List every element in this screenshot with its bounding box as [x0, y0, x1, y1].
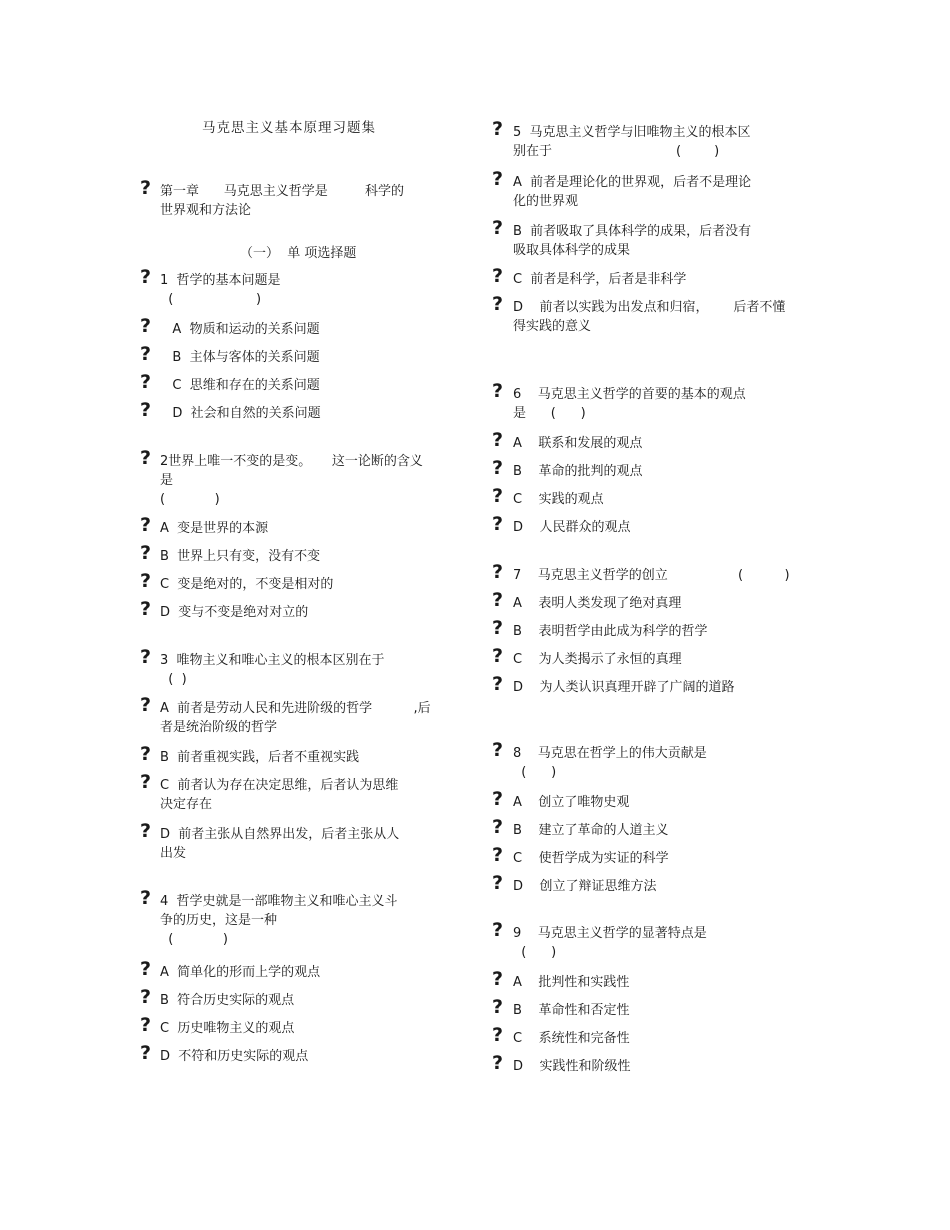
question-text: D 前者以实践为出发点和归宿， 后者不懂 得实践的意义	[513, 300, 786, 334]
question-marker-icon: ?	[140, 177, 152, 199]
question-text: 2世界上唯一不变的是变。 这一论断的含义 是 ( )	[160, 454, 423, 507]
question-marker-icon: ?	[140, 371, 152, 393]
question-text: B 主体与客体的关系问题	[160, 350, 320, 365]
question-marker-icon: ?	[492, 513, 504, 535]
question-text: A 联系和发展的观点	[513, 436, 643, 451]
question-text: A 前者是劳动人民和先进阶级的哲学 ,后 者是统治阶级的哲学	[160, 701, 431, 735]
question-marker-icon: ?	[492, 168, 504, 190]
question-text: B 革命的批判的观点	[513, 464, 643, 479]
question-text: C 历史唯物主义的观点	[160, 1021, 295, 1036]
question-text: 6 马克思主义哲学的首要的基本的观点 是 ( )	[513, 387, 746, 421]
question-marker-icon: ?	[492, 457, 504, 479]
question-marker-icon: ?	[492, 118, 504, 140]
question-marker-icon: ?	[492, 217, 504, 239]
question-marker-icon: ?	[492, 645, 504, 667]
question-marker-icon: ?	[492, 919, 504, 941]
question-marker-icon: ?	[140, 343, 152, 365]
question-marker-icon: ?	[140, 694, 152, 716]
question-marker-icon: ?	[492, 1052, 504, 1074]
question-text: B 世界上只有变，没有不变	[160, 549, 321, 564]
question-text: D 人民群众的观点	[513, 520, 631, 535]
question-marker-icon: ?	[140, 958, 152, 980]
question-marker-icon: ?	[492, 996, 504, 1018]
question-text: D 不符和历史实际的观点	[160, 1049, 309, 1064]
question-marker-icon: ?	[140, 266, 152, 288]
question-marker-icon: ?	[140, 986, 152, 1008]
question-text: 7 马克思主义哲学的创立 ( )	[513, 568, 790, 583]
question-text: A 前者是理论化的世界观，后者不是理论 化的世界观	[513, 175, 752, 209]
question-marker-icon: ?	[492, 485, 504, 507]
question-text: B 表明哲学由此成为科学的哲学	[513, 624, 708, 639]
question-marker-icon: ?	[492, 788, 504, 810]
question-text: D 社会和自然的关系问题	[160, 406, 321, 421]
question-text: A 表明人类发现了绝对真理	[513, 596, 682, 611]
question-marker-icon: ?	[492, 968, 504, 990]
document-title: 马克思主义基本原理习题集	[202, 120, 376, 136]
question-text: 5 马克思主义哲学与旧唯物主义的根本区 别在于 ( )	[513, 125, 751, 159]
question-marker-icon: ?	[140, 743, 152, 765]
question-marker-icon: ?	[140, 887, 152, 909]
question-text: C 实践的观点	[513, 492, 604, 507]
question-marker-icon: ?	[140, 1042, 152, 1064]
question-text: 8 马克思在哲学上的伟大贡献是 ( )	[513, 746, 707, 780]
question-text: C 前者是科学，后者是非科学	[513, 272, 687, 287]
question-marker-icon: ?	[492, 429, 504, 451]
question-marker-icon: ?	[492, 844, 504, 866]
question-marker-icon: ?	[492, 293, 504, 315]
section-heading: （一） 单 项选择题	[240, 246, 357, 261]
question-marker-icon: ?	[492, 673, 504, 695]
question-marker-icon: ?	[492, 617, 504, 639]
question-text: D 实践性和阶级性	[513, 1059, 631, 1074]
question-text: A 创立了唯物史观	[513, 795, 630, 810]
question-marker-icon: ?	[492, 380, 504, 402]
question-text: B 前者吸取了具体科学的成果，后者没有 吸取具体科学的成果	[513, 224, 752, 258]
question-marker-icon: ?	[492, 265, 504, 287]
question-marker-icon: ?	[140, 598, 152, 620]
question-marker-icon: ?	[140, 1014, 152, 1036]
question-marker-icon: ?	[492, 816, 504, 838]
question-marker-icon: ?	[492, 589, 504, 611]
question-text: C 系统性和完备性	[513, 1031, 630, 1046]
question-text: D 变与不变是绝对对立的	[160, 605, 309, 620]
question-marker-icon: ?	[140, 399, 152, 421]
chapter-heading-text: 第一章 马克思主义哲学是 科学的 世界观和方法论	[160, 184, 404, 218]
question-text: 1 哲学的基本问题是 ( )	[160, 273, 281, 307]
question-text: D 为人类认识真理开辟了广阔的道路	[513, 680, 735, 695]
question-marker-icon: ?	[140, 447, 152, 469]
question-marker-icon: ?	[140, 771, 152, 793]
question-text: 3 唯物主义和唯心主义的根本区别在于 ( )	[160, 653, 385, 687]
question-marker-icon: ?	[140, 315, 152, 337]
question-text: A 简单化的形而上学的观点	[160, 965, 321, 980]
question-marker-icon: ?	[140, 646, 152, 668]
question-text: C 为人类揭示了永恒的真理	[513, 652, 682, 667]
question-marker-icon: ?	[492, 1024, 504, 1046]
question-text: C 使哲学成为实证的科学	[513, 851, 669, 866]
question-text: B 前者重视实践，后者不重视实践	[160, 750, 360, 765]
question-marker-icon: ?	[492, 872, 504, 894]
question-text: B 革命性和否定性	[513, 1003, 630, 1018]
question-text: A 变是世界的本源	[160, 521, 269, 536]
question-text: C 思维和存在的关系问题	[160, 378, 320, 393]
question-text: A 批判性和实践性	[513, 975, 630, 990]
question-marker-icon: ?	[140, 514, 152, 536]
question-text: C 前者认为存在决定思维，后者认为思维 决定存在	[160, 778, 399, 812]
question-text: B 建立了革命的人道主义	[513, 823, 669, 838]
question-text: 9 马克思主义哲学的显著特点是 ( )	[513, 926, 707, 960]
question-marker-icon: ?	[492, 561, 504, 583]
question-marker-icon: ?	[140, 820, 152, 842]
question-text: D 前者主张从自然界出发，后者主张从人 出发	[160, 827, 400, 861]
question-text: D 创立了辩证思维方法	[513, 879, 657, 894]
question-text: 4 哲学史就是一部唯物主义和唯心主义斗 争的历史，这是一种 ( )	[160, 894, 398, 947]
question-marker-icon: ?	[140, 542, 152, 564]
question-text: A 物质和运动的关系问题	[160, 322, 320, 337]
question-marker-icon: ?	[140, 570, 152, 592]
question-text: B 符合历史实际的观点	[160, 993, 295, 1008]
question-text: C 变是绝对的，不变是相对的	[160, 577, 334, 592]
question-marker-icon: ?	[492, 739, 504, 761]
